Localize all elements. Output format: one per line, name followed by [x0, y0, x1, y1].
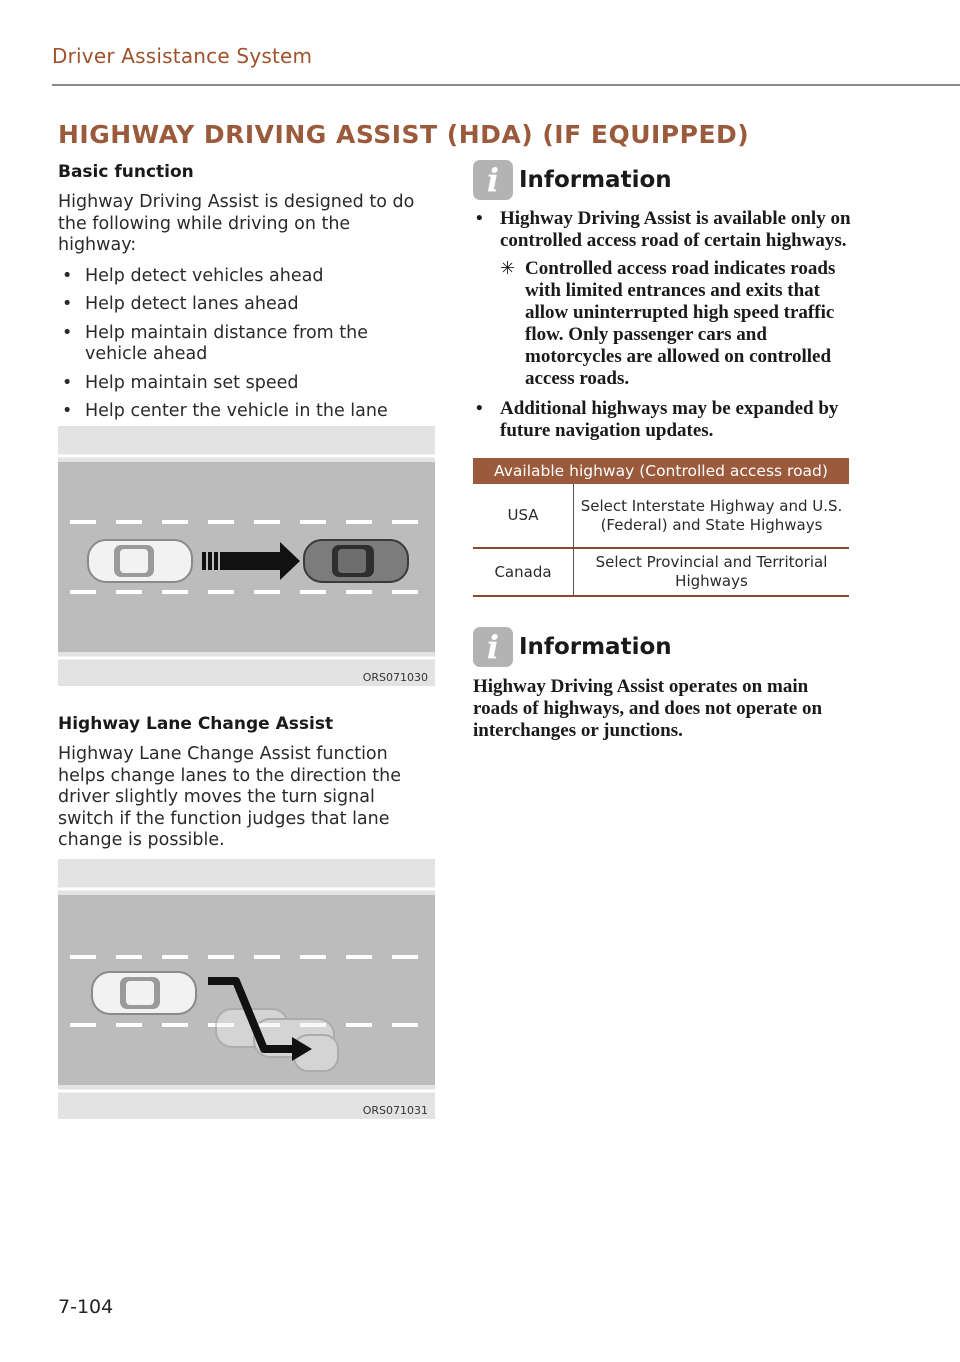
information-title: Information: [519, 167, 672, 193]
list-item: • Help maintain set speed: [58, 373, 418, 395]
figure-lane-change: [58, 859, 435, 1119]
list-item: • Help detect lanes ahead: [58, 294, 418, 316]
rear-car-icon: [88, 540, 192, 582]
available-highway-table: [473, 458, 849, 597]
header-divider: [52, 84, 960, 86]
information-box-operation: [473, 627, 851, 742]
running-header: Driver Assistance System: [52, 44, 313, 68]
road-illustration-lane-change: [58, 859, 435, 1119]
table-row: [473, 484, 849, 548]
basic-function-list: [58, 266, 418, 423]
basic-function-block: [58, 162, 418, 430]
list-item: • Help detect vehicles ahead: [58, 266, 418, 288]
table-cell-country: Canada: [473, 548, 574, 596]
front-car-icon: [304, 540, 408, 582]
basic-function-intro: Highway Driving Assist is designed to do the following while driving on the highway:: [58, 192, 415, 255]
table-row: [473, 548, 849, 596]
list-item: • Help maintain distance from the vehicle ahead: [58, 323, 418, 366]
information-list: [473, 398, 851, 442]
note-item: [498, 258, 851, 390]
info-i-icon: i: [473, 627, 513, 667]
information-list: [473, 208, 851, 252]
lane-change-block: [58, 714, 423, 852]
table-header: Available highway (Controlled access road): [473, 458, 849, 484]
figure-code: ORS071031: [362, 1104, 428, 1117]
page-number: 7-104: [58, 1296, 114, 1318]
lane-changing-car-icon: [92, 972, 196, 1014]
information-heading: [473, 627, 851, 667]
list-item: • Help center the vehicle in the lane: [58, 401, 418, 423]
section-title: HIGHWAY DRIVING ASSIST (HDA) (IF EQUIPPED): [58, 120, 750, 149]
table-cell-description: Select Provincial and Territorial Highways: [574, 548, 850, 596]
information-content: [473, 208, 851, 442]
basic-function-heading: Basic function: [58, 162, 194, 182]
note-text: Controlled access road indicates roads with limited entrances and exits that allow uninterrupted high speed traffic flow. Only passenger cars and motorcycles are allowed on controlled access roads.: [525, 258, 836, 389]
lane-change-body: Highway Lane Change Assist function helps change lanes to the direction the driver slightly moves the turn signal switch if the function judges that lane change is possible.: [58, 744, 401, 850]
asterisk-icon: ✳: [500, 258, 516, 279]
table-cell-country: USA: [473, 484, 574, 548]
list-item: • Additional highways may be expanded by future navigation updates.: [473, 398, 851, 442]
information-title: Information: [519, 634, 672, 660]
list-item: • Highway Driving Assist is available only on controlled access road of certain highways.: [473, 208, 851, 252]
figure-code: ORS071030: [362, 671, 428, 684]
information-box-availability: [473, 160, 851, 448]
lane-change-heading: Highway Lane Change Assist: [58, 714, 334, 734]
information-heading: [473, 160, 851, 200]
info-i-icon: i: [473, 160, 513, 200]
information-text: Highway Driving Assist operates on main roads of highways, and does not operate on interchanges or junctions.: [473, 676, 823, 741]
road-illustration-following: [58, 426, 435, 686]
figure-vehicle-following: [58, 426, 435, 686]
table-cell-description: Select Interstate Highway and U.S. (Federal) and State Highways: [574, 484, 850, 548]
